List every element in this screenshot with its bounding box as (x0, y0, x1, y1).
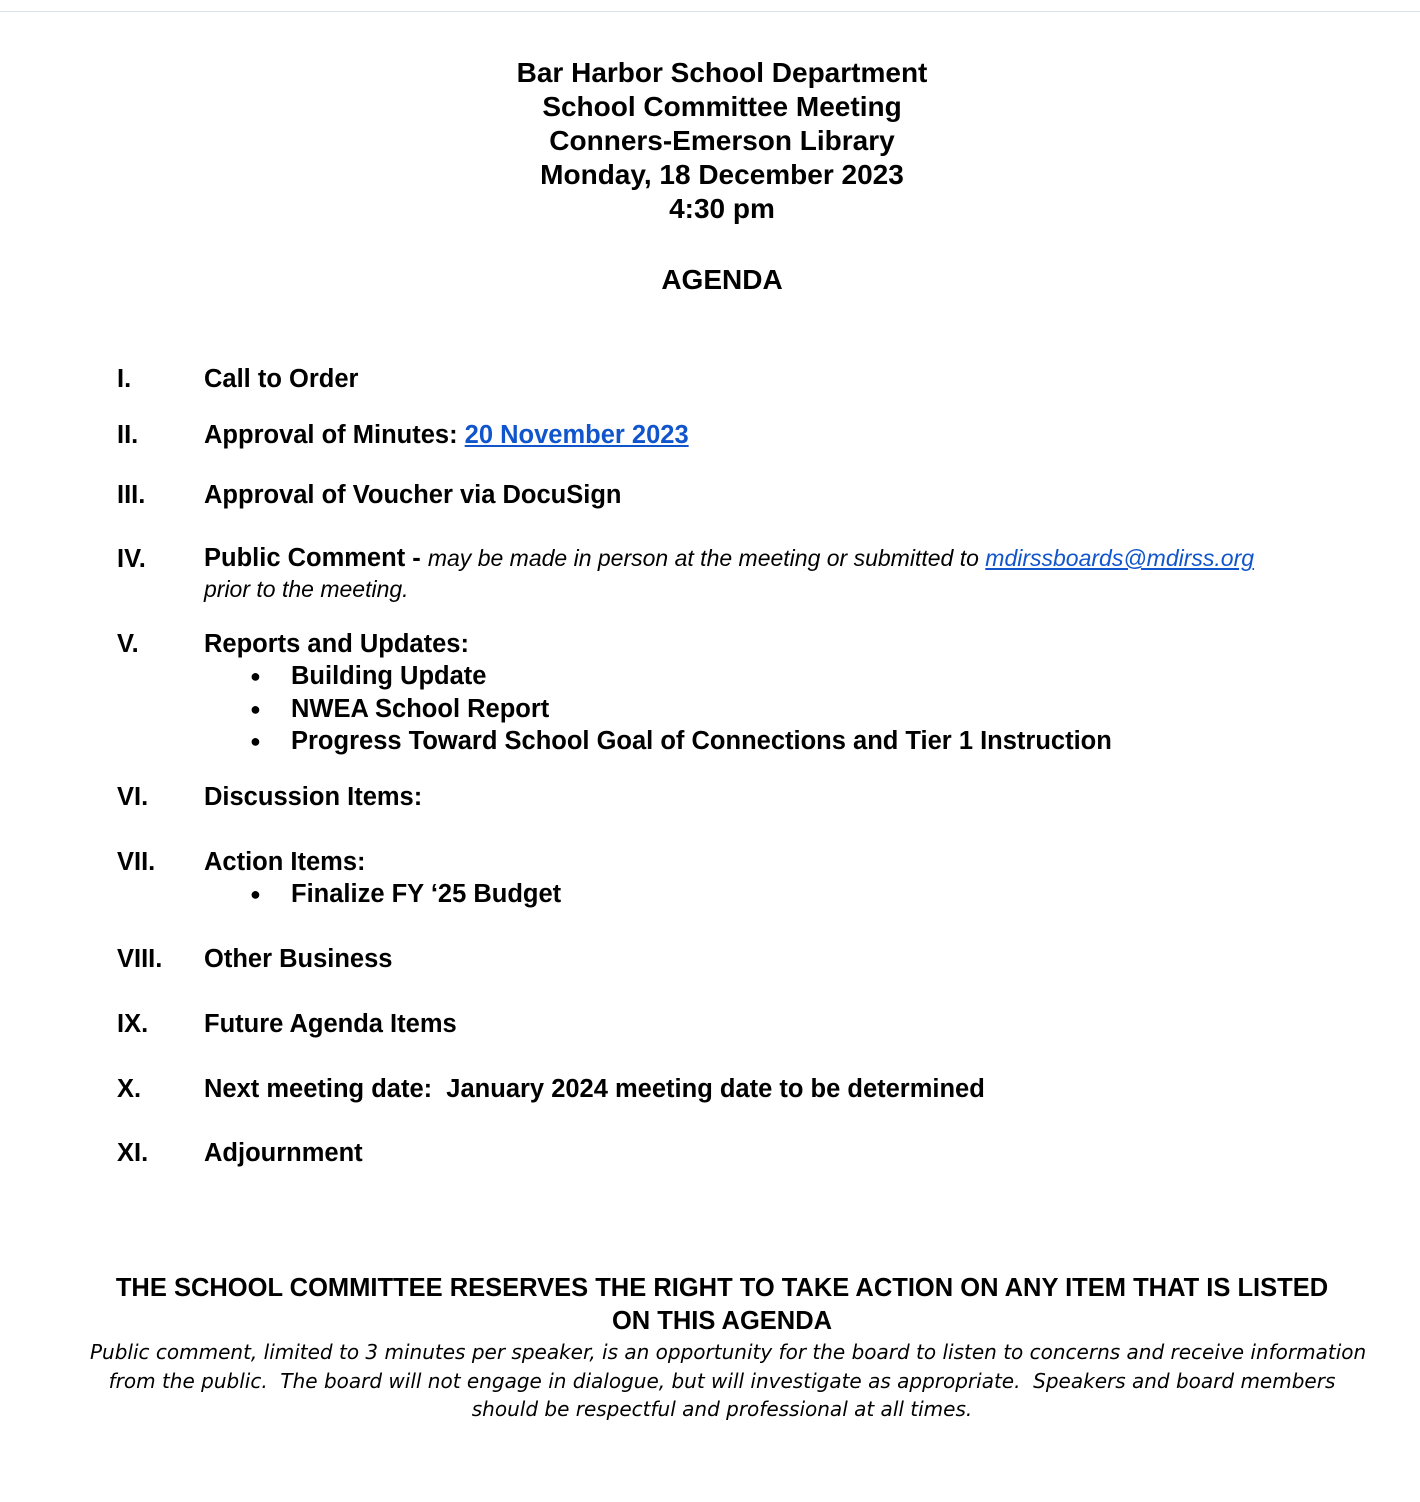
item-label: Call to Order (204, 365, 359, 393)
item-numeral: VIII. (117, 945, 163, 973)
item-numeral: II. (117, 421, 139, 449)
item-label: Action Items: (204, 848, 366, 876)
action-bullet-list (204, 878, 1344, 911)
list-item (204, 878, 1344, 911)
item-numeral: X. (117, 1075, 142, 1103)
public-comment-note-end: prior to the meeting. (204, 576, 409, 602)
item-label: Discussion Items: (204, 783, 423, 811)
email-link[interactable]: mdirssboards@mdirss.org (985, 545, 1255, 571)
header-organization: Bar Harbor School Department (516, 57, 928, 88)
list-item (204, 693, 1344, 726)
item-numeral: XI. (117, 1139, 149, 1167)
header-location: Conners-Emerson Library (549, 125, 895, 156)
header-date: Monday, 18 December 2023 (540, 159, 904, 190)
reports-bullet-list (204, 660, 1344, 758)
item-numeral: VI. (117, 783, 149, 811)
bullet-icon: ● (250, 666, 261, 686)
policy-line: Public comment, limited to 3 minutes per speaker, is an opportunity for the board to listen to concerns and receive information (90, 1340, 1367, 1364)
policy-line: should be respectful and professional at all times. (471, 1397, 973, 1421)
public-comment-policy (90, 1338, 1367, 1424)
item-numeral: IV. (117, 545, 146, 573)
bullet-text: Building Update (291, 662, 487, 690)
item-label: Approval of Minutes: (204, 421, 465, 449)
reserved-rights-notice: THE SCHOOL COMMITTEE RESERVES THE RIGHT TO TAKE ACTION ON ANY ITEM THAT IS LISTED ON THIS AGENDA (115, 1274, 1329, 1335)
bullet-icon: ● (250, 698, 261, 719)
top-divider (0, 0, 1420, 12)
header-time: 4:30 pm (669, 193, 775, 224)
item-label: Approval of Voucher via DocuSign (204, 481, 622, 509)
list-item (204, 660, 1344, 693)
header-meeting-type: School Committee Meeting (542, 91, 902, 122)
public-comment-note: may be made in person at the meeting or submitted to (427, 545, 986, 571)
item-label: Adjournment (204, 1139, 363, 1167)
document-header (0, 56, 1420, 226)
item-label: Reports and Updates: (204, 630, 469, 658)
item-numeral: V. (117, 630, 139, 658)
item-label: Other Business (204, 945, 393, 973)
policy-line: from the public. The board will not engage in dialogue, but will investigate as appropriate. Speakers and board members (108, 1368, 1336, 1393)
bullet-text: NWEA School Report (291, 694, 550, 723)
bullet-icon: ● (250, 884, 261, 904)
item-label: Next meeting date: January 2024 meeting date to be determined (204, 1075, 985, 1103)
item-numeral: I. (117, 365, 132, 393)
item-label: Public Comment - (204, 544, 428, 572)
bullet-text: Progress Toward School Goal of Connections and Tier 1 Instruction (291, 727, 1112, 755)
bullet-text: Finalize FY ‘25 Budget (291, 880, 562, 908)
agenda-title: AGENDA (661, 264, 783, 295)
list-item (204, 725, 1344, 758)
item-numeral: VII. (117, 848, 156, 876)
bullet-icon: ● (250, 731, 261, 751)
item-label: Future Agenda Items (204, 1010, 457, 1038)
item-numeral: IX. (117, 1010, 149, 1038)
item-numeral: III. (117, 481, 146, 509)
minutes-link[interactable]: 20 November 2023 (464, 421, 689, 449)
